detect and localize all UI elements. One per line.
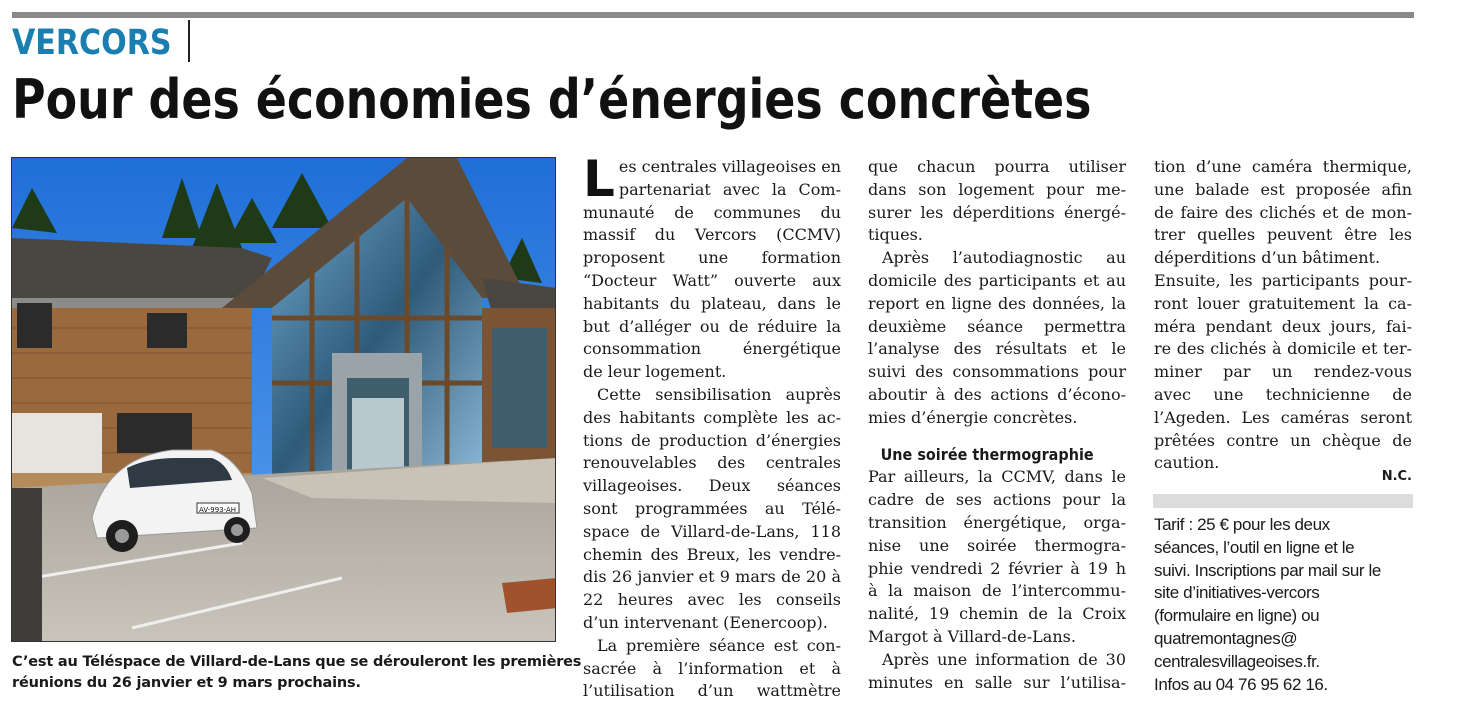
body-line: à la maison de l’intercommu- bbox=[868, 581, 1126, 601]
body-line: dis 26 janvier et 9 mars de 20 à bbox=[583, 567, 841, 587]
info-email[interactable]: quatremontagnes@ bbox=[1154, 628, 1298, 648]
rubric-separator bbox=[188, 20, 190, 62]
body-line: consommation énergétique bbox=[583, 339, 841, 359]
body-line: aboutir à des actions d’écono- bbox=[868, 384, 1126, 404]
body-line: La première séance est con- bbox=[597, 635, 841, 655]
body-line: 22 heures avec les conseils bbox=[583, 590, 841, 610]
body-line: tion d’une caméra thermique, bbox=[1154, 157, 1412, 176]
article-column-3 bbox=[1154, 156, 1412, 475]
body-line: habitants du plateau, dans le bbox=[583, 293, 841, 313]
body-line: domicile des participants et au bbox=[868, 270, 1126, 290]
body-line: déperditions d’un bâtiment. bbox=[1154, 248, 1381, 268]
body-line: but d’alléger ou de réduire la bbox=[583, 316, 841, 336]
body-line: Ensuite, les participants pour- bbox=[1154, 270, 1412, 290]
body-line: munauté de communes du bbox=[583, 202, 841, 222]
body-line: villageoises. Deux séances bbox=[583, 476, 841, 496]
body-line: miner par un rendez-vous bbox=[1154, 362, 1412, 382]
caption-line: C’est au Téléspace de Villard-de-Lans que se dérouleront les premières bbox=[12, 654, 582, 670]
article-headline: Pour des économies d’énergies concrètes bbox=[12, 68, 1092, 131]
info-line: site d’initiatives-vercors bbox=[1154, 583, 1320, 603]
body-line: Cette sensibilisation auprès bbox=[597, 384, 841, 404]
photo-caption bbox=[12, 652, 582, 694]
article-column-1 bbox=[583, 150, 842, 703]
body-line: partenariat avec la Com- bbox=[618, 179, 841, 199]
body-line: Après une information de 30 bbox=[882, 649, 1126, 669]
body-line: renouvelables des centrales bbox=[583, 453, 841, 473]
body-line: l’utilisation d’un wattmètre bbox=[583, 681, 841, 701]
body-line: l’Ageden. Les caméras seront bbox=[1154, 407, 1412, 427]
caption-line: réunions du 26 janvier et 9 mars prochains. bbox=[12, 675, 361, 691]
body-line: tiques. bbox=[868, 225, 923, 245]
info-line: suivi. Inscriptions par mail sur le bbox=[1154, 560, 1381, 580]
body-line: l’analyse des résultats et le bbox=[868, 339, 1126, 359]
drop-cap: L bbox=[583, 150, 615, 208]
body-line: sacrée à l’information et à bbox=[583, 658, 841, 678]
body-line: surer les déperditions énergé- bbox=[868, 202, 1126, 222]
body-line: mies d’énergie concrètes. bbox=[868, 407, 1078, 427]
body-line: suivi des consommations pour bbox=[868, 362, 1126, 382]
body-line: transition énergétique, orga- bbox=[868, 512, 1126, 532]
body-line: sont programmées au Télé- bbox=[583, 498, 841, 518]
body-line: re des clichés à domicile et ter- bbox=[1154, 339, 1412, 359]
body-line: que chacun pourra utiliser bbox=[868, 157, 1126, 176]
body-line: méra pendant deux jours, fai- bbox=[1154, 316, 1412, 336]
body-line: es centrales villageoises en bbox=[618, 157, 842, 176]
body-line: trer quelles peuvent être les bbox=[1154, 225, 1412, 245]
author-signature: N.C. bbox=[1381, 469, 1412, 484]
body-line: tions de production d’énergies bbox=[583, 430, 841, 450]
body-line: ront louer gratuitement la ca- bbox=[1154, 293, 1412, 313]
body-line: deuxième séance permettra bbox=[868, 316, 1126, 336]
article-photo bbox=[11, 157, 556, 642]
article-column-2 bbox=[868, 156, 1126, 694]
body-line: chemin des Breux, les vendre- bbox=[583, 544, 841, 564]
body-line: Par ailleurs, la CCMV, dans le bbox=[868, 467, 1126, 487]
body-line: des habitants complète les ac- bbox=[583, 407, 841, 427]
body-line: Après l’autodiagnostic au bbox=[882, 248, 1126, 268]
body-line: dans son logement pour me- bbox=[868, 179, 1126, 199]
body-line: de faire des clichés et de mon- bbox=[1154, 202, 1412, 222]
body-line: Margot à Villard-de-Lans. bbox=[868, 626, 1076, 646]
body-line: nise une soirée thermogra- bbox=[868, 535, 1126, 555]
body-line: space de Villard-de-Lans, 118 bbox=[583, 521, 841, 541]
section-rubric: VERCORS bbox=[12, 23, 172, 63]
body-line: d’un intervenant (Eenercoop). bbox=[583, 612, 828, 632]
body-line: avec une technicienne de bbox=[1154, 384, 1412, 404]
body-line: massif du Vercors (CCMV) bbox=[583, 225, 841, 245]
info-line: séances, l’outil en ligne et le bbox=[1154, 537, 1355, 557]
license-plate: AV-993-AH bbox=[199, 506, 237, 514]
body-line: cadre de ses actions pour la bbox=[868, 490, 1126, 510]
top-rule bbox=[12, 12, 1414, 18]
body-line: report en ligne des données, la bbox=[868, 293, 1126, 313]
body-line: caution. bbox=[1154, 453, 1220, 473]
section-subhead: Une soirée thermographie bbox=[880, 444, 1094, 464]
info-line: (formulaire en ligne) ou bbox=[1154, 606, 1320, 626]
info-email-domain[interactable]: centralesvillageoises.fr. bbox=[1154, 651, 1320, 671]
body-line: proposent une formation bbox=[583, 248, 841, 268]
body-line: prêtées contre un chèque de bbox=[1154, 430, 1412, 450]
body-line: une balade est proposée afin bbox=[1154, 179, 1412, 199]
body-line: minutes en salle sur l’utilisa- bbox=[868, 672, 1126, 692]
info-line: Tarif : 25 € pour les deux bbox=[1154, 515, 1330, 534]
info-box-text bbox=[1154, 514, 1412, 696]
body-line: “Docteur Watt” ouverte aux bbox=[583, 270, 841, 290]
body-line: nalité, 19 chemin de la Croix bbox=[868, 604, 1126, 624]
body-line: de leur logement. bbox=[583, 362, 727, 382]
info-phone: Infos au 04 76 95 62 16. bbox=[1154, 674, 1328, 694]
body-line: phie vendredi 2 février à 19 h bbox=[868, 558, 1126, 578]
